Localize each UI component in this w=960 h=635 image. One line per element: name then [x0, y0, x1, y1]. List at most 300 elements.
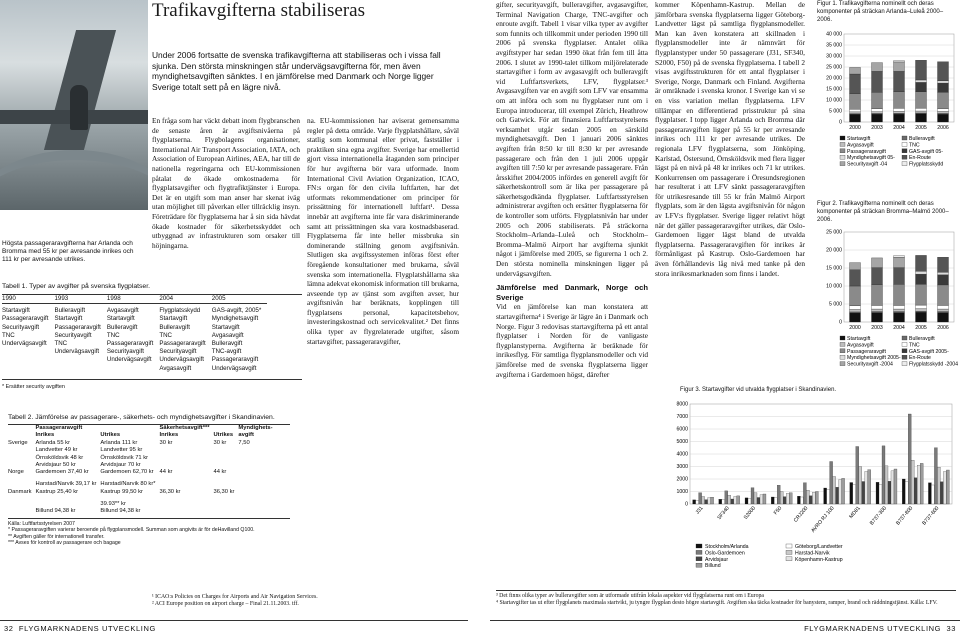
table-1: [2, 283, 302, 391]
table-cell: [238, 508, 276, 515]
bar: [830, 462, 833, 505]
bar: [774, 498, 777, 504]
table-2-note: ** Avgiften gäller för internationell transfer.: [8, 533, 105, 540]
table-1-note: * Ersätter security avgiften: [2, 383, 65, 390]
table-cell: [238, 462, 276, 469]
section-heading: Jämförelse med Danmark, Norge och Sverige: [496, 283, 648, 302]
body-column-3: [496, 0, 648, 379]
table-cell: TNC: [2, 331, 15, 339]
legend-swatch: [840, 136, 845, 140]
legend-label: En-Route: [909, 355, 931, 362]
bar-segment: [938, 114, 949, 122]
table-cell: Bulleravgift: [54, 307, 86, 315]
x-tick-label: B737-600: [921, 505, 941, 527]
table-2-caption: Tabell 2. Jämförelse av passagerare-, säkerhets- och myndighetsavgifter i Skandinavien.: [8, 414, 275, 421]
bar: [905, 482, 908, 504]
bar-segment: [894, 71, 905, 91]
bar-segment: [850, 109, 861, 112]
table-1-header: 1998: [106, 295, 121, 302]
table-cell: [2, 348, 54, 356]
legend-swatch: [902, 142, 907, 146]
table-2-header: Myndighets-: [238, 425, 273, 431]
table-2-header: avgift: [238, 432, 254, 439]
table-cell: Arvidsjaur 70 kr: [100, 462, 141, 469]
bar: [911, 460, 914, 504]
bar: [865, 472, 868, 505]
bar: [722, 500, 725, 504]
bar-segment: [916, 255, 927, 271]
bar: [862, 482, 865, 505]
table-cell: [160, 462, 214, 469]
table-cell: Gardemoen 37,40 kr: [35, 469, 89, 476]
legend-swatch: [696, 550, 702, 554]
x-tick-label: B737-800: [895, 505, 915, 527]
table-cell: GAS-avgift, 2005*: [211, 307, 262, 315]
bar-segment: [872, 114, 883, 122]
table-row: [8, 501, 277, 508]
legend-label: Billund: [705, 563, 721, 570]
table-cell: Passageraravgift: [211, 356, 259, 364]
table-row: [8, 508, 277, 515]
legend-label: Passageraravgift: [847, 348, 886, 355]
legend-label: TNC: [909, 342, 920, 349]
bar: [882, 446, 885, 504]
footnotes-right: [496, 590, 956, 607]
bar-segment: [894, 284, 905, 305]
x-tick-label: CRJ200: [792, 505, 810, 524]
legend-swatch: [902, 155, 907, 159]
table-cell: Undervägsavgift: [2, 340, 47, 348]
x-tick-label: 2004: [893, 325, 905, 331]
x-tick-label: 2005: [915, 325, 927, 331]
legend-swatch: [840, 362, 845, 366]
bar-segment: [916, 274, 927, 284]
bar-segment: [850, 306, 861, 310]
footer-left: [4, 624, 156, 633]
figure-2-chart: [814, 228, 960, 378]
bar: [737, 496, 740, 504]
table-cell: 44 kr: [213, 469, 227, 476]
footer-right: [804, 624, 956, 633]
bar: [842, 478, 845, 504]
bar: [917, 465, 920, 504]
bar-segment: [894, 111, 905, 113]
bar-segment: [938, 111, 949, 113]
bar-segment: [850, 94, 861, 109]
bar-segment: [872, 258, 883, 268]
legend-label: Myndighetsavgift 05-: [847, 155, 895, 162]
table-cell: Passageraravgift: [54, 323, 101, 331]
table-cell: Startavgift: [54, 315, 83, 323]
bar-segment: [894, 62, 905, 71]
table-cell: Passageraravgift: [159, 340, 206, 348]
table-cell: Avgasavgift: [106, 307, 139, 315]
bar: [885, 466, 888, 504]
legend-swatch: [902, 162, 907, 166]
bar-segment: [916, 114, 927, 122]
table-cell: 36,30 kr: [213, 488, 235, 495]
y-tick-label: 30 000: [826, 53, 842, 60]
bar-segment: [894, 114, 905, 122]
table-cell: Securityavgift: [2, 323, 40, 331]
legend-label: Avgasavgift: [847, 142, 874, 149]
bar: [708, 498, 711, 504]
bar: [725, 491, 728, 504]
bar: [728, 495, 731, 504]
y-tick-label: 25 000: [826, 64, 842, 71]
table-cell: [8, 501, 36, 508]
bar-segment: [850, 313, 861, 322]
footnote-2: ² ACI Europe position on airport charge – Final 21.11.2003. tff.: [152, 601, 299, 607]
bar: [803, 483, 806, 504]
legend-label: Flygplatsskydd -2004: [909, 361, 959, 368]
table-cell: Startavgift: [159, 315, 188, 323]
table-row: [8, 440, 277, 447]
bar-segment: [872, 268, 883, 285]
bar: [815, 492, 818, 505]
table-cell: 39.93** kr: [100, 500, 126, 507]
table-1-header: 2004: [159, 295, 174, 302]
bar: [777, 485, 780, 504]
legend-swatch: [840, 162, 845, 166]
legend-label: En-Route: [909, 155, 931, 162]
y-tick-label: 10 000: [826, 97, 842, 104]
bar: [859, 467, 862, 505]
legend-label: Oslo-Gardemoen: [705, 550, 745, 557]
table-2-header: Säkerhetsavgift***: [159, 425, 210, 431]
table-2-header: Inrikes: [159, 432, 179, 439]
x-tick-label: 2005: [915, 125, 927, 131]
bar: [806, 490, 809, 504]
bar-segment: [872, 109, 883, 112]
bar-segment: [938, 275, 949, 285]
legend-label: Securityavgift -2004: [847, 361, 893, 368]
body-column-2: na. EU-kommissionen har aviserat gemensamma regler på detta område. Varje flygplatshållare, såväl statlig som kommunal eller privat, fastställer i praktiken sina egna avgifter. Sverige har emellertid gjort vissa internationella åtaganden som principer för hur avgifterna bör vara utformade. Inom International Civil Aviation Organization, ICAO, FN:s organ för den civila luftfarten, har det utformats rekommendationer om principer för prissättning för internationell luftfart¹. Dessa innebär att avgifterna inte får vara diskriminerande samt att prissättningen ska vara kostnadsbaserad. Flygplatserna får inte heller missbruka sin dominerande ställning genom avgiftsnivån. Slutligen ska avgiftssystemen införas först efter föregående konsultationer med brukarna, såväl svenska som internationella. Flygplatshållarna ska lämna adekvat ekonomisk information till brukarna, avseende typ av tjänst som avgiften avser, hur avgiftsnivån har beräknats, kopplingen till flygplatsens personal, kapacitetsbehov, investeringskostnad och servicekvalitet.² Det finns olika typer av flygrelaterade utgifter, såsom startavgifter, passageraravgifter,: [307, 116, 459, 346]
y-tick-label: 20 000: [826, 75, 842, 82]
bar-segment: [850, 74, 861, 94]
x-tick-label: 2000: [849, 125, 861, 131]
footer-left-text: FLYGMARKNADENS UTVECKLING: [18, 624, 156, 633]
bar-segment: [850, 67, 861, 74]
legend-swatch: [840, 149, 845, 153]
bar-segment: [938, 92, 949, 108]
table-1-header: 1990: [2, 295, 16, 302]
bar-segment: [872, 309, 883, 312]
bar: [856, 447, 859, 505]
legend-label: GAS-avgift 05-: [909, 148, 944, 155]
bar: [800, 497, 803, 504]
bar-segment: [938, 83, 949, 92]
bar-segment: [916, 82, 927, 91]
page-footer: [0, 618, 960, 635]
table-row: [8, 489, 277, 501]
table-row: [2, 340, 267, 348]
table-cell: Undervägsavgift: [106, 356, 152, 364]
footer-right-text: FLYGMARKNADENS UTVECKLING: [804, 624, 942, 633]
legend-label: Avgasavgift: [847, 342, 874, 349]
table-cell: [54, 356, 106, 364]
table-1-header: 1993: [54, 295, 69, 302]
x-tick-label: 2000: [849, 325, 861, 331]
bar: [711, 497, 714, 504]
bar: [705, 500, 708, 504]
table-cell: Passageraravgift: [106, 340, 154, 348]
table-cell: TNC-avgift: [211, 348, 242, 356]
bar-segment: [872, 285, 883, 306]
y-tick-label: 15 000: [826, 86, 842, 93]
bar-segment: [938, 312, 949, 313]
table-cell: Avgasavgift: [211, 331, 244, 339]
bar: [702, 497, 705, 505]
bar-segment: [872, 312, 883, 313]
table-cell: [238, 501, 276, 508]
table-cell: Undervägsavgift: [159, 356, 205, 364]
table-row: [8, 469, 277, 481]
table-1-header: 2005: [211, 295, 226, 302]
bar: [757, 498, 760, 505]
bar: [833, 477, 836, 505]
legend-label: GAS-avgift 2005-: [909, 348, 949, 355]
x-tick-label: 2006: [937, 125, 949, 131]
table-cell: [36, 501, 101, 508]
table-2-note: * Passageraravgiften varierar beroende på flygplansmodell. Summan som angivits är för deHavilland Q100.: [8, 527, 255, 534]
x-tick-label: 2004: [893, 125, 905, 131]
bar-segment: [916, 284, 927, 305]
table-cell: 36,30 kr: [159, 488, 181, 495]
figure-1-title: Figur 1. Trafikavgifterna nominellt och deras komponenter på sträckan Arlanda–Luleå 2000–2006.: [817, 1, 944, 23]
page-number-right: 33: [946, 624, 956, 633]
legend-label: Startavgift: [847, 136, 871, 142]
body-column-1: En fråga som har väckt debatt inom flygbranschen de senaste åren är avgiftsnivåerna på flygplatserna. Flygbolagens organisationer, International Air Transport Association, IATA, och Association of European Airlines, AEA, har till de nationella regeringarna och EU-kommissionen påtalat de ökade omkostnaderna för flygplatsavgifter och flygtrafiktjänster i Europa. Det är en utgift som man anser har skenat iväg utan möjlighet till påverkan eller tillräcklig insyn. Företrädare för flygplatserna har å sin sida hävdat ökade kostnader för säkerhetsskyddet och utbyggnad av infrastrukturen som orsaker till höjningarna.: [152, 116, 300, 250]
bar-segment: [938, 272, 949, 275]
bar: [850, 483, 853, 505]
table-cell: [8, 455, 36, 462]
y-tick-label: 20 000: [826, 247, 842, 254]
table-cell: Harstad/Narvik 80 kr*: [100, 481, 156, 488]
x-tick-label: 2006: [937, 325, 949, 331]
bar-segment: [916, 305, 927, 309]
table-cell: [8, 462, 36, 469]
table-cell: Sverige: [8, 439, 28, 446]
y-tick-label: 0: [839, 119, 842, 126]
table-cell: [238, 489, 276, 501]
bar-segment: [894, 61, 905, 62]
bar: [748, 499, 751, 505]
table-cell: Landvetter 49 kr: [35, 447, 78, 454]
bar: [868, 470, 871, 504]
bar-segment: [938, 81, 949, 83]
footnote-1: ¹ ICAO:s Policies on Charges for Airports and Air Navigation Services.: [152, 594, 318, 600]
legend-swatch: [902, 336, 907, 340]
photo-caption: Högsta passageraravgifterna har Arlanda och Bromma med 55 kr per avresande inrikes och 111 kr per avresande utrikes.: [2, 240, 134, 263]
bar: [928, 483, 931, 504]
legend-label: Stockholm/Arlanda: [705, 544, 749, 550]
table-cell: Passageraravgift: [2, 315, 49, 323]
bar: [797, 496, 800, 504]
legend-swatch: [902, 349, 907, 353]
bar: [745, 498, 748, 504]
y-tick-label: 40 000: [826, 31, 842, 38]
bar: [920, 463, 923, 504]
bar-segment: [916, 92, 927, 109]
bar: [914, 478, 917, 504]
x-tick-label: MD81: [848, 505, 862, 520]
bar: [780, 492, 783, 505]
table-cell: [213, 501, 238, 508]
bar: [789, 493, 792, 504]
table-cell: Örnsköldsvik 71 kr: [100, 454, 149, 461]
figure-1-chart: [814, 30, 960, 200]
bar-segment: [916, 111, 927, 113]
table-cell: [213, 455, 238, 462]
table-cell: TNC: [106, 331, 120, 339]
bar-segment: [894, 256, 905, 257]
y-tick-label: 8000: [676, 401, 688, 408]
y-tick-label: 1000: [676, 489, 688, 496]
table-cell: 30 kr: [213, 439, 227, 446]
x-tick-label: B737-300: [868, 505, 889, 527]
bar: [876, 482, 879, 504]
bar: [734, 497, 737, 505]
bar: [888, 481, 891, 504]
bar: [894, 469, 897, 504]
table-cell: Bulleravgift: [211, 340, 243, 348]
table-cell: Securityavgift: [106, 348, 145, 356]
bar: [879, 485, 882, 504]
bar: [937, 467, 940, 504]
bar-segment: [894, 257, 905, 267]
bar: [783, 497, 786, 504]
bar: [786, 493, 789, 504]
legend-swatch: [840, 342, 845, 346]
table-cell: [107, 365, 159, 373]
figure-2-title: Figur 2. Trafikavgifterna nominellt och deras komponenter på sträckan Bromma–Malmö 2000–2006.: [817, 201, 949, 223]
legend-swatch: [786, 550, 792, 554]
legend-swatch: [786, 557, 792, 561]
table-cell: Arlanda 111 kr: [100, 439, 138, 446]
table-2-header: [8, 425, 36, 432]
bar: [693, 500, 696, 504]
table-cell: Danmark: [8, 488, 32, 495]
table-cell: Norge: [8, 469, 24, 476]
bar: [696, 500, 699, 504]
table-1-grid: [2, 295, 267, 373]
table-row: [2, 307, 267, 315]
table-row: [2, 332, 267, 340]
table-cell: [8, 508, 36, 515]
table-cell: Myndighetsavgift: [211, 315, 259, 323]
table-2-notes: [8, 521, 290, 547]
legend-label: Göteborg/Landvetter: [795, 544, 843, 550]
x-tick-label: AVRO RJ 100: [810, 505, 836, 534]
legend-label: Passageraravgift: [847, 148, 886, 155]
y-tick-label: 10 000: [826, 283, 842, 290]
page-title: Trafikavgifterna stabiliseras: [152, 0, 365, 21]
table-cell: [160, 508, 214, 515]
table-cell: [8, 447, 36, 454]
table-cell: [54, 365, 106, 373]
table-row: [2, 348, 267, 356]
bar-segment: [894, 305, 905, 309]
bar-segment: [850, 312, 861, 313]
table-2-header: [100, 425, 159, 432]
bar-segment: [872, 313, 883, 322]
bar: [902, 479, 905, 504]
bar: [699, 493, 702, 504]
bar: [751, 488, 754, 504]
table-cell: Örnsköldsvik 48 kr: [35, 454, 84, 461]
bar-segment: [850, 286, 861, 306]
x-tick-label: SF340: [716, 505, 731, 522]
legend-label: TNC: [909, 142, 920, 149]
page-number-left: 32: [4, 624, 14, 633]
body-column-3-text: gifter, securityavgift, bulleravgifter, avgasavgifter, Terminal Navigation Charge, TNC-avgifter och enroute avgift. Tabell 1 visar vilka typer av avgifter som funnits och tillkommit under perioden 1990 till 2006 på svenska flygplatser. Antalet olika avgiftstyper har sedan 1990 ökat från fem till åtta 2006. I slutet av 1990-talet tillkom miljörelaterade startavgifter i form av avgasavgift och bulleravgift vid Luftfartsverkets, LFV, flygplatser.³ Avgasavgiften var en avgift som LFV var ensamma om att införa och som nu flygplatser runt om i Europa introducerar, till exempel Zürich, Heathrow och Gatwick. För att finansiera Luftfartsstyrelsens verksamhet utgår sedan 2005 en särskild myndighetsavgift. Den 1 januari 2006 sänktes avgiften från 8:50 kr till 8:30 kr per avresande passagerare och från den 1 juli 2006 uppgår avgiften till 7:50 kr per avresande passagerare. Från årsskiftet 2004/2005 infördes en generell avgift för säkerhetskontroll som är lika per passagerare på säkerhetsgodkända flygplatser. Luftfartsstyrelsen administrerar avgiften och ersätter flygplatserna för de kontroller som utförts. Flygplatsnivån har under 2005 och 2006 stabiliserats. På sträckorna Stockholm–Arlanda–Luleå och Stockholm–Bromma–Malmö Airport har avgifterna sjunkit något i jämförelse med 2005, se figurerna 1 och 2. Den största nominella minskningen ligger på undervägsavgiften.: [496, 0, 648, 278]
y-tick-label: 5 000: [829, 108, 842, 115]
x-tick-label: F50: [772, 505, 784, 517]
x-tick-label: J31: [694, 505, 705, 516]
bar-segment: [916, 311, 927, 312]
bar-segment: [872, 71, 883, 92]
legend-swatch: [786, 544, 792, 548]
bar: [760, 495, 763, 504]
bar-segment: [872, 63, 883, 72]
legend-label: Flygplatsskydd: [909, 161, 944, 168]
table-cell: Kastrup 99,50 kr: [100, 488, 143, 495]
legend-swatch: [696, 544, 702, 548]
bar-segment: [850, 263, 861, 270]
figure-3-chart: [668, 396, 958, 581]
bar-segment: [916, 312, 927, 322]
bar-segment: [894, 313, 905, 322]
bar-segment: [894, 92, 905, 109]
y-tick-label: 7000: [676, 414, 688, 421]
table-row: [8, 455, 277, 462]
bar: [827, 490, 830, 504]
footnote-3: ³ Det finns olika typer av bulleravgifter som är utformade utifrån lokala aspekter vid flygplatserna runt om i Europa: [496, 593, 764, 599]
lead-paragraph: Under 2006 fortsatte de svenska trafikavgifterna att stabiliseras och i vissa fall sjunka. Den största minskningen står undervägsavgifterna för, men även myndighetsavgiften sänktes. I en jämförelse med Danmark och Norge ligger Sverige totalt sett på en lägre nivå.: [152, 50, 441, 92]
table-2-header: Utrikes: [213, 432, 234, 439]
bar: [931, 485, 934, 504]
bar-segment: [916, 271, 927, 274]
table-cell: [160, 501, 214, 508]
table-2-header: Inrikes: [35, 432, 55, 439]
table-cell: Flygplatsskydd: [159, 307, 201, 315]
legend-swatch: [840, 155, 845, 159]
table-cell: [238, 481, 276, 488]
legend-label: Startavgift: [847, 336, 871, 342]
table-2-header: [8, 432, 36, 439]
bar: [763, 494, 766, 504]
bar-segment: [916, 60, 927, 80]
table-cell: Landvetter 95 kr: [100, 447, 143, 454]
bar: [853, 485, 856, 504]
bar: [908, 414, 911, 504]
table-2-header: Utrikes: [100, 432, 121, 439]
bar: [719, 499, 722, 504]
footnotes-left: [152, 594, 452, 608]
bar: [839, 480, 842, 504]
table-row: [8, 447, 277, 454]
table-cell: TNC: [159, 331, 173, 339]
bar-segment: [872, 92, 883, 109]
y-tick-label: 2000: [676, 476, 688, 483]
table-cell: [238, 455, 276, 462]
table-cell: TNC: [54, 340, 68, 348]
bar-segment: [894, 108, 905, 111]
legend-swatch: [902, 355, 907, 359]
table-row: [2, 356, 267, 364]
legend-swatch: [902, 362, 907, 366]
